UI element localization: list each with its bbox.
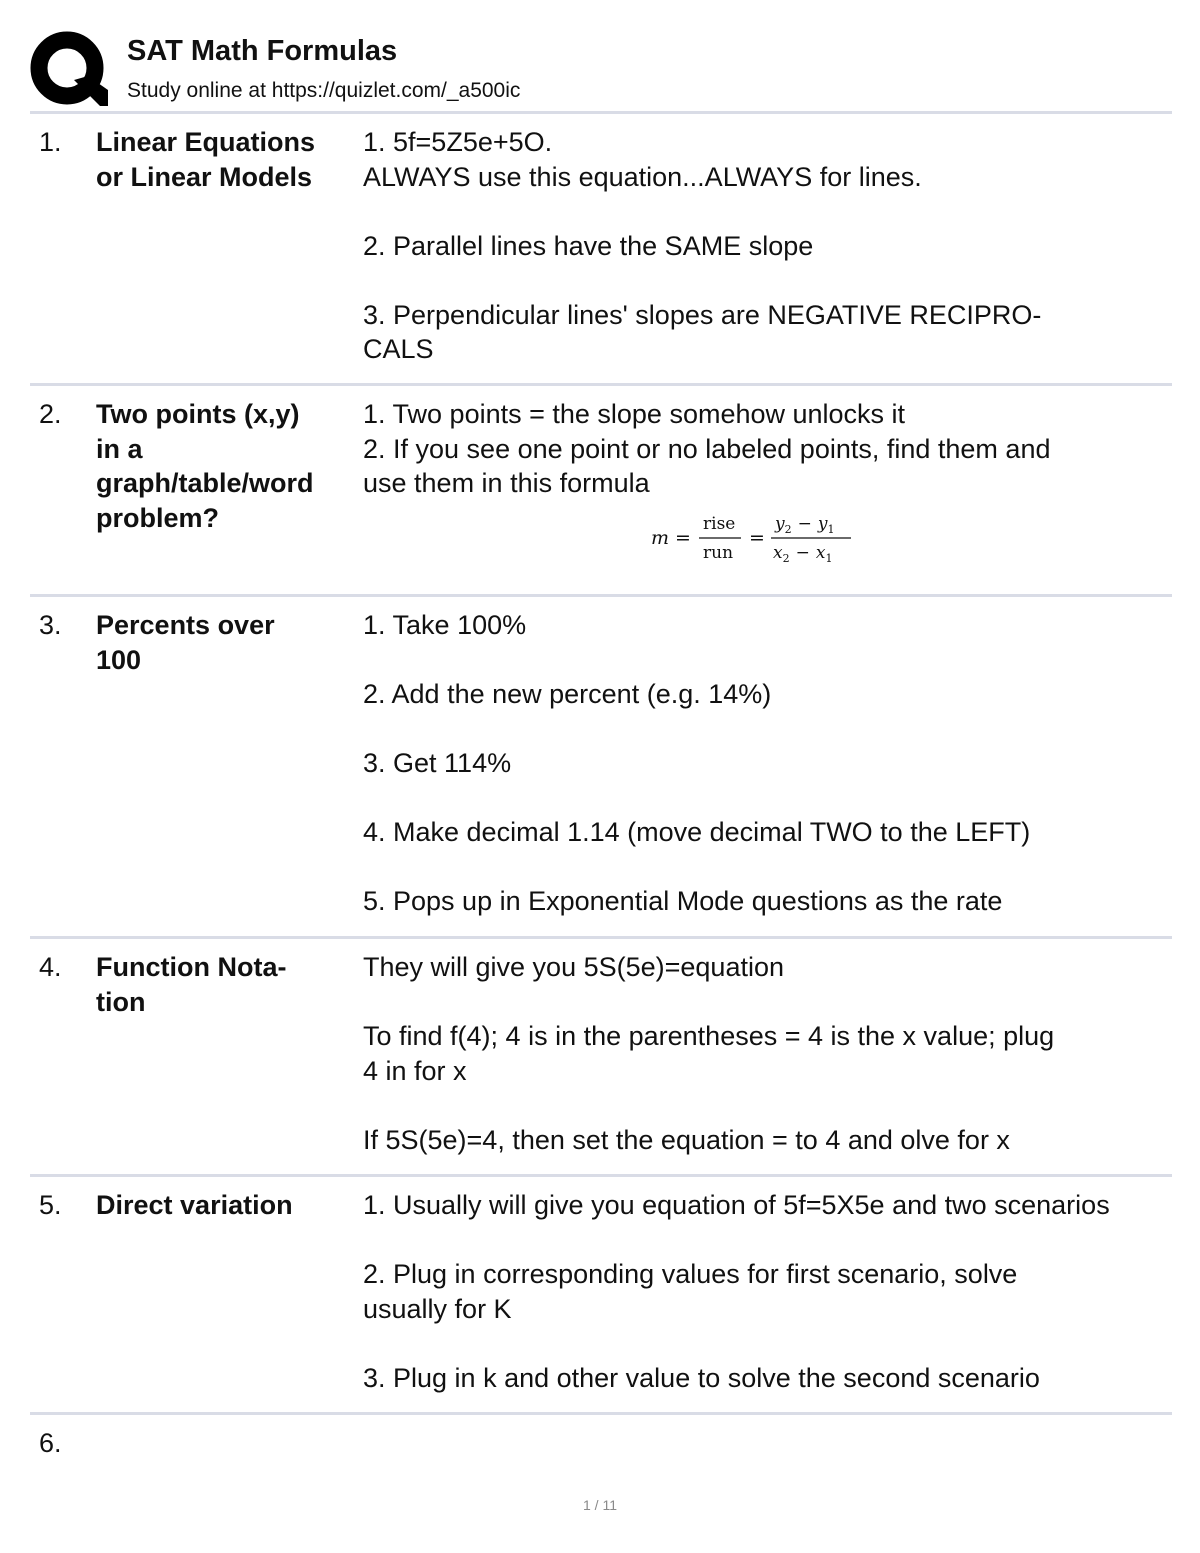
row-number: 3. — [39, 610, 62, 640]
spacer — [363, 850, 1172, 885]
definition-line: 3. Plug in k and other value to solve the second scenario — [363, 1362, 1040, 1393]
formula-denominator: $x_2 - x_1$ — [773, 543, 833, 565]
divider — [30, 936, 1172, 939]
page-indicator: 1 / 11 — [583, 1497, 617, 1513]
definition-line: 5. Pops up in Exponential Mode questions as the rate — [363, 886, 1003, 916]
definition-line: If 5S(5e)=4, then set the equation = to 4 and olve for x — [363, 1124, 1010, 1155]
definition-line: 1. Take 100% — [363, 610, 527, 640]
definition — [363, 950, 1172, 1157]
study-online-link[interactable]: Study online at https://quizlet.com/_a500ic — [127, 79, 521, 102]
spacer — [363, 1088, 1172, 1123]
term-line: tion — [96, 986, 146, 1017]
definition-line: To find f(4); 4 is in the parentheses = 4 is the x value; plug — [363, 1021, 1055, 1051]
spacer — [363, 781, 1172, 816]
term-line: Direct variation — [96, 1190, 293, 1220]
definition-line: 3. Perpendicular lines' slopes are NEGATIVE RECIPRO- — [363, 299, 1042, 330]
definition — [363, 397, 1172, 501]
slope-formula-image — [645, 507, 885, 567]
spacer — [363, 643, 1172, 678]
term-line: Two points (x,y) — [96, 399, 300, 429]
definition — [363, 1188, 1172, 1395]
formula-equals: = — [749, 527, 765, 549]
definition-line: use them in this formula — [363, 468, 650, 498]
term-line: or Linear Models — [96, 161, 313, 192]
row-number: 5. — [39, 1190, 62, 1220]
term-line: graph/table/word — [96, 468, 314, 498]
term — [96, 125, 358, 194]
definition-line: 2. Parallel lines have the SAME slope — [363, 230, 814, 261]
spacer — [363, 194, 1172, 229]
definition-line: usually for K — [363, 1293, 512, 1324]
spacer — [363, 985, 1172, 1020]
definition-line: 1. 5f=5Z5e+5O. — [363, 127, 553, 157]
formula-run: run — [703, 543, 734, 563]
definition-line: 3. Get 114% — [363, 748, 512, 778]
term-line: 100 — [96, 644, 142, 675]
term-line: Function Nota- — [96, 952, 287, 982]
term — [96, 950, 358, 1019]
formula-m: m — [651, 527, 670, 549]
spacer — [363, 263, 1172, 298]
spacer — [363, 1326, 1172, 1361]
definition-line: ALWAYS use this equation...ALWAYS for lines. — [363, 161, 922, 192]
divider — [30, 1174, 1172, 1177]
quizlet-q-logo-icon — [30, 30, 108, 108]
definition-line: 4. Make decimal 1.14 (move decimal TWO to the LEFT) — [363, 817, 1031, 847]
definition-line: 2. Plug in corresponding values for first scenario, solve — [363, 1259, 1018, 1289]
divider — [30, 594, 1172, 597]
definition-line: 1. Two points = the slope somehow unlocks it — [363, 399, 906, 429]
divider — [30, 1412, 1172, 1415]
divider — [30, 111, 1172, 114]
term-line: in a — [96, 433, 143, 464]
definition — [363, 125, 1172, 367]
formula-rise: rise — [703, 514, 736, 534]
term-line: Linear Equations — [96, 127, 316, 157]
document-header — [30, 28, 1172, 112]
formula-numerator: $y_2 - y_1$ — [775, 514, 835, 536]
row-number: 1. — [39, 127, 62, 157]
spacer — [363, 712, 1172, 747]
row-number: 6. — [39, 1428, 62, 1458]
term-line: Percents over — [96, 610, 275, 640]
definition-line: They will give you 5S(5e)=equation — [363, 952, 784, 982]
definition-line: 2. If you see one point or no labeled points, find them and — [363, 433, 1051, 464]
formula-equals: = — [675, 527, 691, 549]
row-number: 2. — [39, 399, 62, 429]
term-line: problem? — [96, 502, 220, 533]
term — [96, 397, 358, 535]
term — [96, 1188, 358, 1223]
definition — [363, 608, 1172, 919]
spacer — [363, 1223, 1172, 1258]
definition-line: CALS — [363, 334, 434, 364]
divider — [30, 383, 1172, 386]
definition-line: 2. Add the new percent (e.g. 14%) — [363, 679, 772, 709]
row-number: 4. — [39, 952, 62, 982]
page-title: SAT Math Formulas — [127, 35, 398, 67]
definition-line: 1. Usually will give you equation of 5f=5X5e and two scenarios — [363, 1190, 1110, 1220]
term — [96, 608, 358, 677]
definition-line: 4 in for x — [363, 1055, 467, 1086]
